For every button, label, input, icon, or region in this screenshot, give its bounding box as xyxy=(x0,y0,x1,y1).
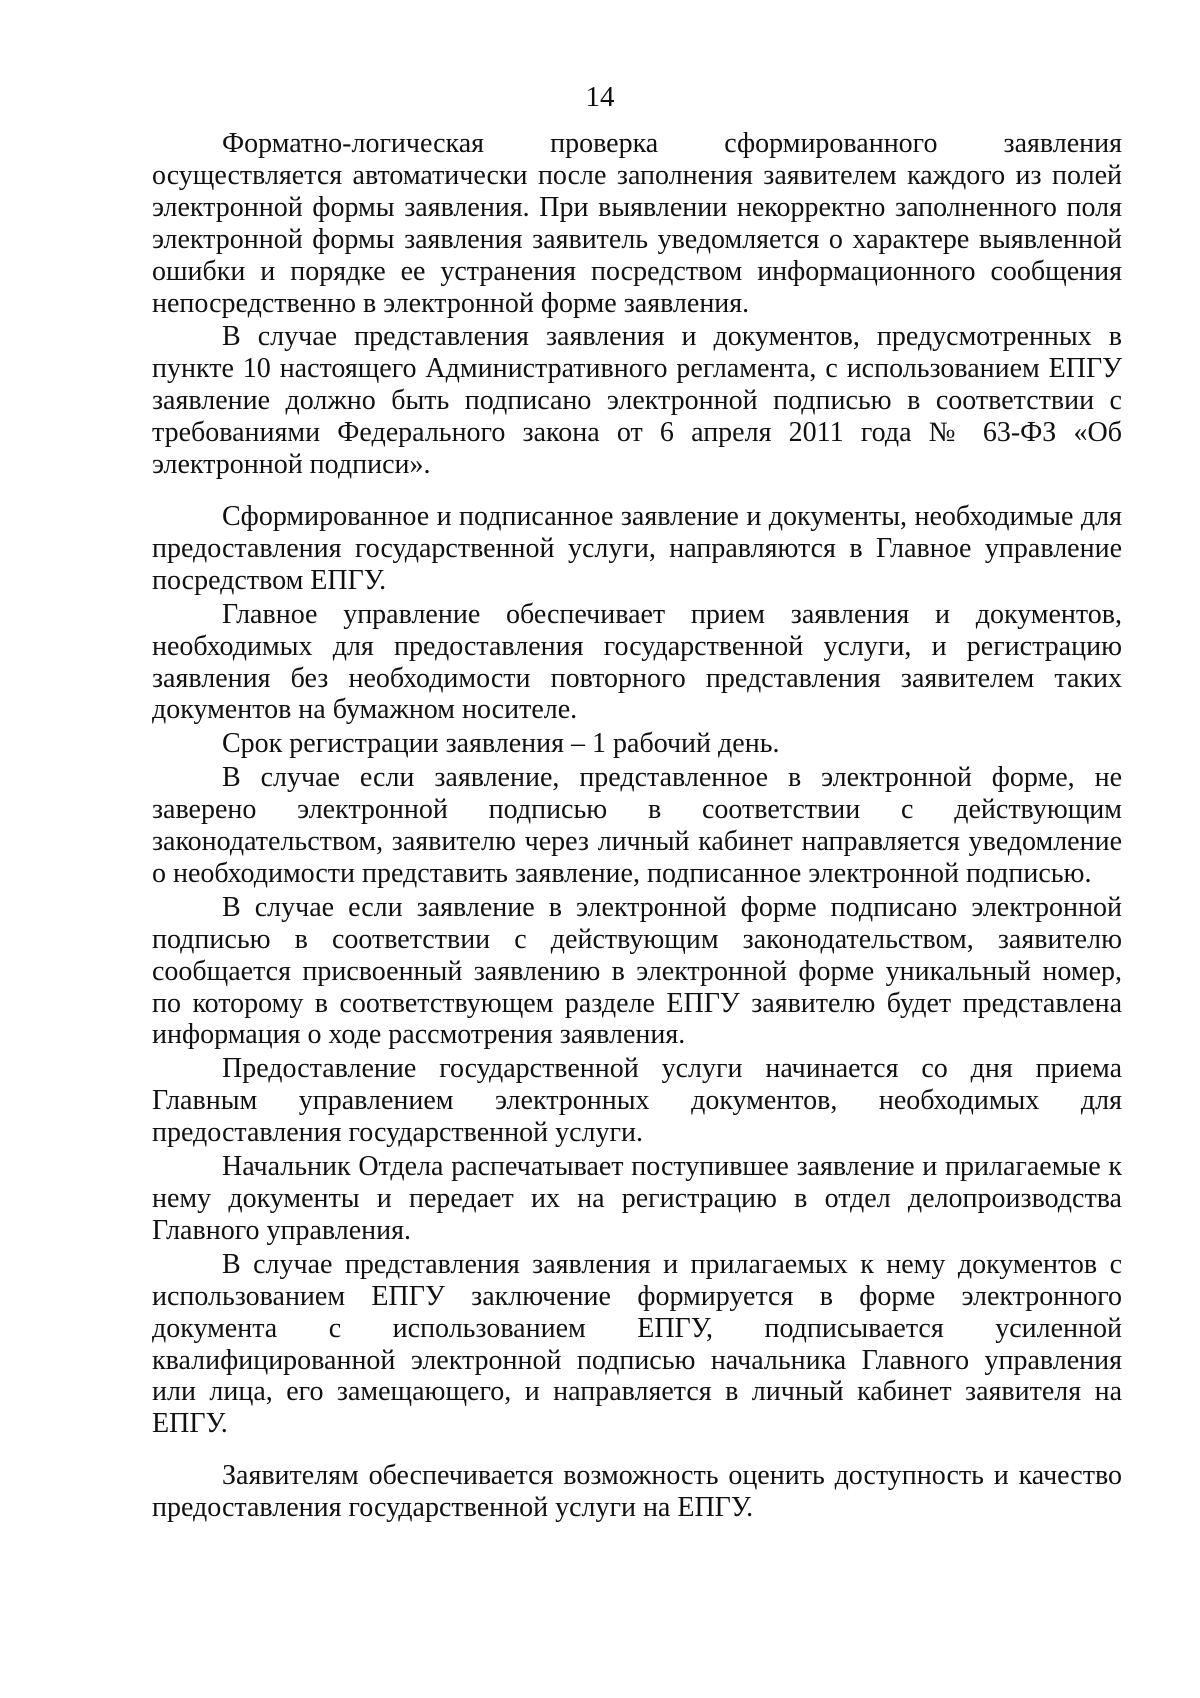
paragraph-conclusion-formation: В случае представления заявления и прилагаемых к нему документов с использованием ЕПГУ заключение формируется в форме электронного документа с использованием ЕПГУ, подписывается усиленной квалифицированной электронной подписью начальника Главного управления или лица, его замещающего, и направляется в личный кабинет заявителя на ЕПГУ. xyxy=(152,1248,1122,1440)
paragraph-registration-term: Срок регистрации заявления – 1 рабочий день. xyxy=(222,728,780,760)
paragraph-department-head-actions: Начальник Отдела распечатывает поступившее заявление и прилагаемые к нему документы и передает их на регистрацию в отдел делопроизводства Главного управления. xyxy=(152,1151,1122,1246)
paragraph-electronic-signature-requirement: В случае представления заявления и документов, предусмотренных в пункте 10 настоящего Административного регламента, с использованием ЕПГУ заявление должно быть подписано электронной подписью в соответствии с требованиями Федерального закона от 6 апреля 2011 года № 63-ФЗ «Об электронной подписи». xyxy=(152,321,1122,481)
paragraph-format-check: Форматно-логическая проверка сформированного заявления осуществляется автоматически после заполнения заявителем каждого из полей электронной формы заявления. При выявлении некорректно заполненного поля электронной формы заявления заявитель уведомляется о характере выявленной ошибки и порядке ее устранения посредством информационного сообщения непосредственно в электронной форме заявления. xyxy=(152,128,1122,319)
paragraph-service-start: Предоставление государственной услуги начинается со дня приема Главным управлением электронных документов, необходимых для предоставления государственной услуги. xyxy=(152,1053,1122,1149)
page-number: 14 xyxy=(585,81,615,113)
paragraph-unsigned-application: В случае если заявление, представленное в электронной форме, не заверено электронной подписью в соответствии с действующим законодательством, заявителю через личный кабинет направляется уведомление о необходимости представить заявление, подписанное электронной подписью. xyxy=(152,762,1122,889)
paragraph-reception-and-registration: Главное управление обеспечивает прием заявления и документов, необходимых для предоставления государственной услуги, и регистрацию заявления без необходимости повторного представления заявителем таких документов на бумажном носителе. xyxy=(152,598,1122,726)
paragraph-signed-application: В случае если заявление в электронной форме подписано электронной подписью в соответствии с действующим законодательством, заявителю сообщается присвоенный заявлению в электронной форме уникальный номер, по которому в соответствующем разделе ЕПГУ заявителю будет представлена информация о ходе рассмотрения заявления. xyxy=(152,891,1122,1051)
paragraph-quality-assessment: Заявителям обеспечивается возможность оценить доступность и качество предоставления государственной услуги на ЕПГУ. xyxy=(152,1460,1122,1524)
paragraph-submission-via-epgu: Сформированное и подписанное заявление и документы, необходимые для предоставления государственной услуги, направляются в Главное управление посредством ЕПГУ. xyxy=(152,500,1122,596)
document-body xyxy=(152,128,1122,1524)
